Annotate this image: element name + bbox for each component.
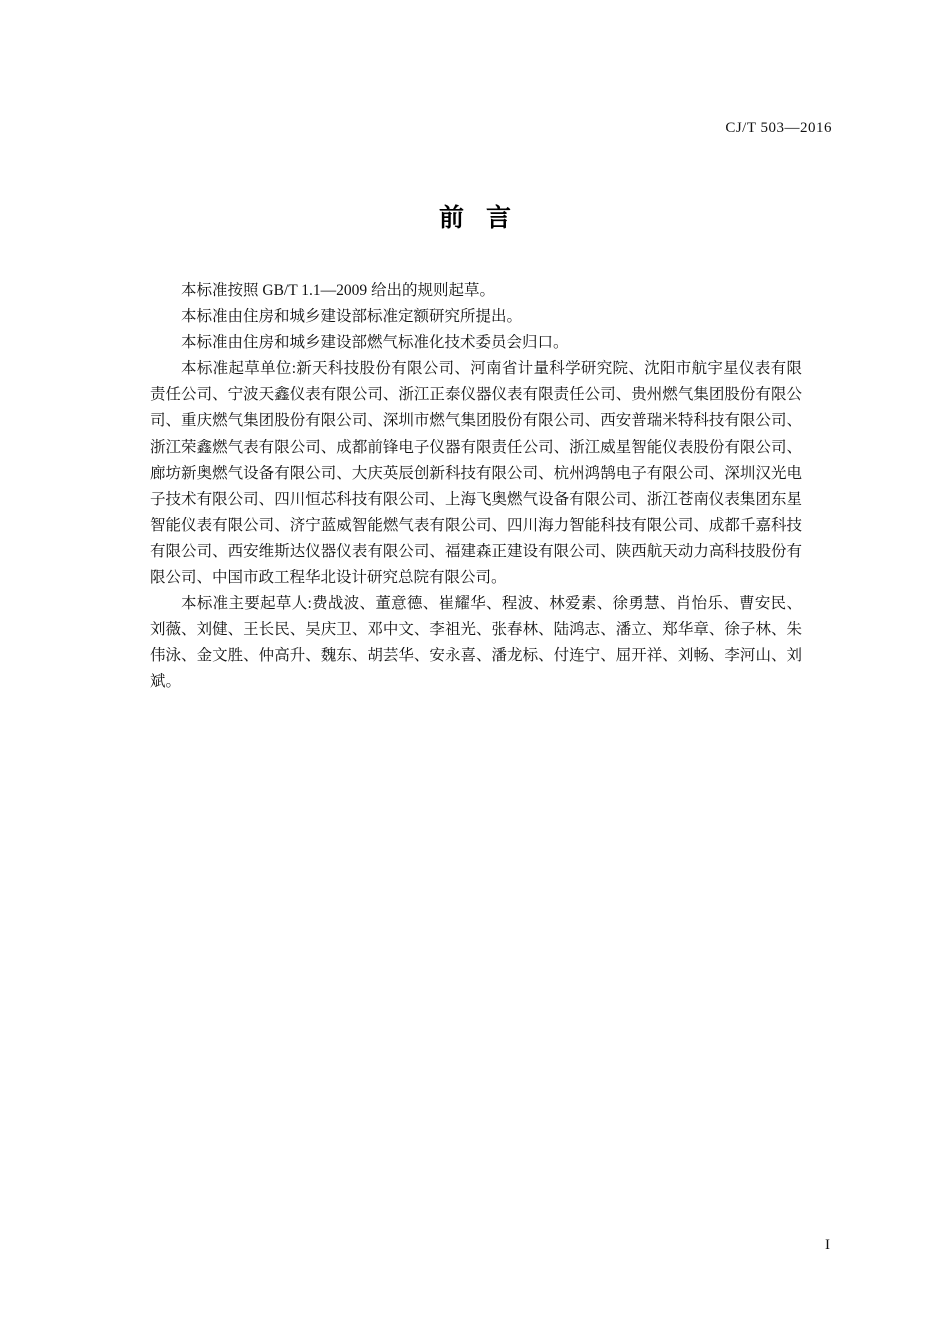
paragraph: 本标准按照 GB/T 1.1—2009 给出的规则起草。 [181, 282, 496, 299]
page-number: I [825, 1237, 830, 1253]
page-title: 前言 [438, 203, 533, 232]
paragraph: 本标准由住房和城乡建设部标准定额研究所提出。 [181, 308, 523, 326]
running-header-standard-code: CJ/T 503—2016 [725, 120, 832, 136]
paragraph: 本标准主要起草人:费战波、董意德、崔耀华、程波、林爱素、徐勇慧、肖怡乐、曹安民、刘薇、刘健、王长民、吴庆卫、邓中文、李祖光、张春林、陆鸿志、潘立、郑华章、徐子林、朱伟泳、金文胜、仲高升、魏东、胡芸华、安永喜、潘龙标、付连宁、屈开祥、刘畅、李河山、刘斌。 [150, 595, 802, 691]
paragraph: 本标准起草单位:新天科技股份有限公司、河南省计量科学研究院、沈阳市航宇星仪表有限责任公司、宁波天鑫仪表有限公司、浙江正泰仪器仪表有限责任公司、贵州燃气集团股份有限公司、重庆燃气集团股份有限公司、深圳市燃气集团股份有限公司、西安普瑞米特科技有限公司、浙江荣鑫燃气表有限公司、成都前锋电子仪器有限责任公司、浙江威星智能仪表股份有限公司、廊坊新奥燃气设备有限公司、大庆英辰创新科技有限公司、杭州鸿鹄电子有限公司、深圳汉光电子技术有限公司、四川恒芯科技有限公司、上海飞奥燃气设备有限公司、浙江苍南仪表集团东星智能仪表有限公司、济宁蓝威智能燃气表有限公司、四川海力智能科技有限公司、成都千嘉科技有限公司、西安维斯达仪器仪表有限公司、福建森正建设有限公司、陕西航天动力高科技股份有限公司、中国市政工程华北设计研究总院有限公司。 [150, 360, 802, 587]
foreword-body [150, 278, 802, 696]
paragraph: 本标准由住房和城乡建设部燃气标准化技术委员会归口。 [181, 334, 569, 352]
